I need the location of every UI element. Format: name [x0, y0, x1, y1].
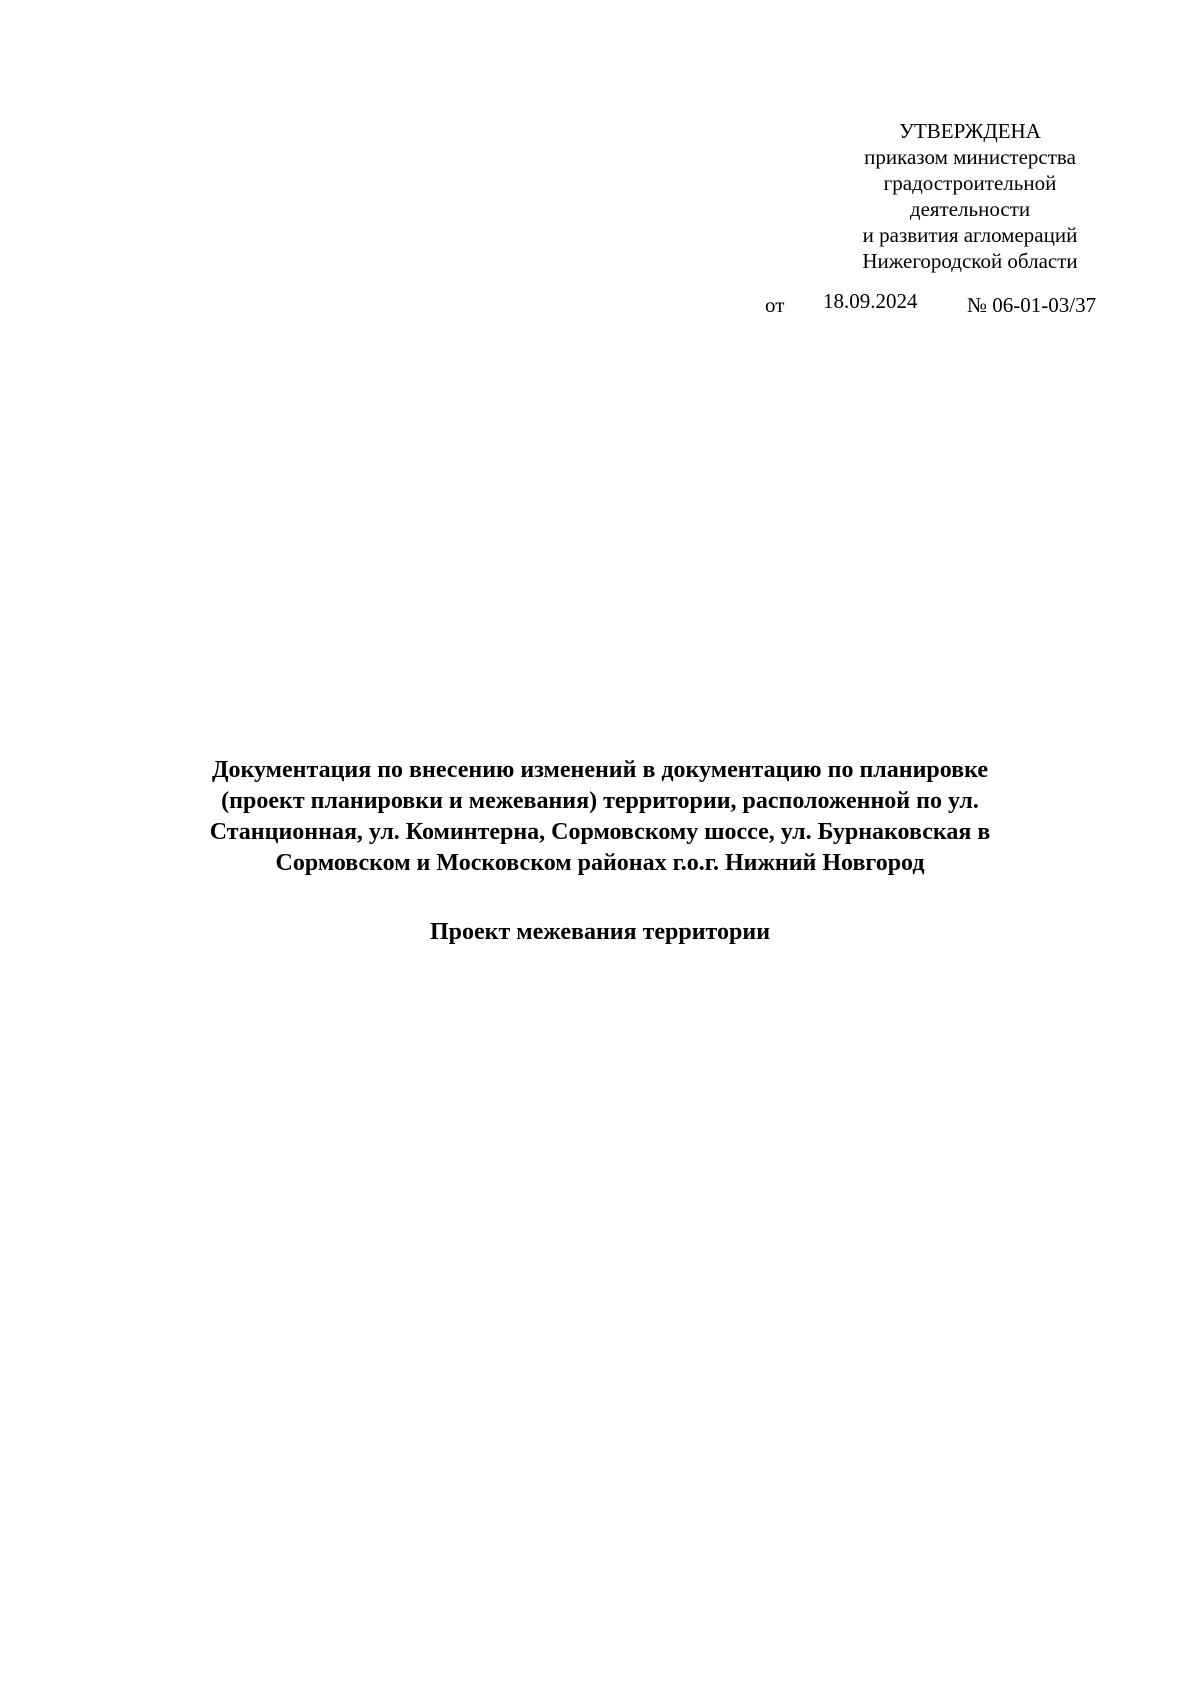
document-title-line: (проект планировки и межевания) территории, расположенной по ул. [221, 788, 979, 814]
document-title [150, 755, 1050, 879]
approval-heading: УТВЕРЖДЕНА [899, 119, 1041, 143]
order-date: 18.09.2024 [823, 289, 918, 313]
order-from-label: от [765, 293, 785, 317]
document-title-line: Станционная, ул. Коминтерна, Сормовскому шоссе, ул. Бурнаковская в [209, 819, 991, 845]
document-title-line: Сормовском и Московском районах г.о.г. Нижний Новгород [275, 850, 925, 876]
document-title-line: Документация по внесению изменений в документацию по планировке [211, 757, 989, 783]
approval-line: приказом министерства [864, 145, 1076, 169]
order-reference [0, 288, 1200, 318]
order-number: № 06-01-03/37 [967, 293, 1097, 317]
approval-stamp [820, 118, 1120, 274]
approval-line: и развития агломераций [862, 223, 1078, 247]
approval-line: деятельности [909, 197, 1031, 221]
approval-line: градостроительной [883, 171, 1057, 195]
approval-line: Нижегородской области [862, 249, 1078, 273]
document-subtitle: Проект межевания территории [429, 919, 771, 945]
